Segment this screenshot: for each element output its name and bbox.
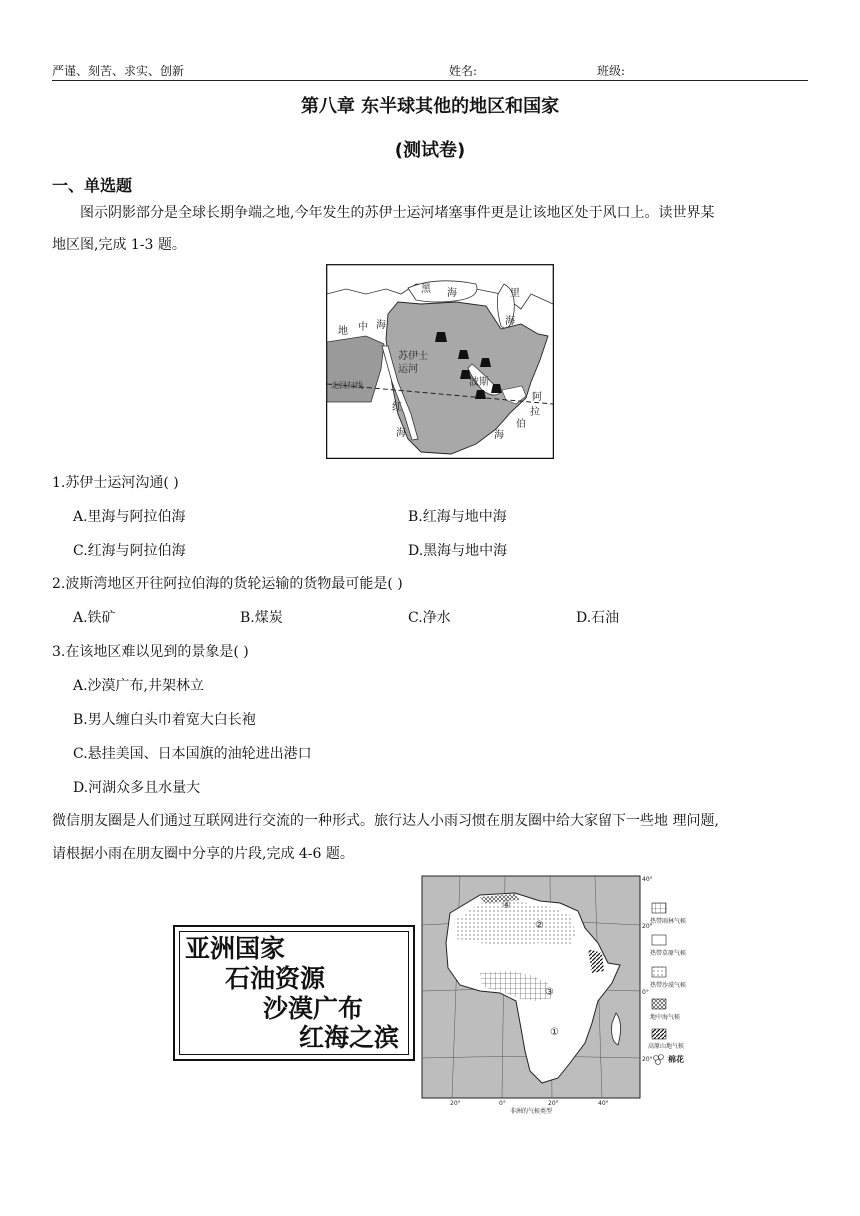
cotton-icon — [654, 1055, 664, 1065]
question-1-stem: 1.苏伊士运河沟通( ) — [52, 475, 179, 491]
question-1-option-d[interactable]: D.黑海与地中海 — [408, 543, 508, 559]
legend-rainforest: 热带雨林气候 — [650, 918, 687, 925]
question-2-option-a[interactable]: A.铁矿 — [73, 610, 116, 626]
card-line-1: 亚洲国家 — [185, 934, 286, 963]
label-tropic: 北回归线 — [331, 381, 363, 390]
moments-card — [173, 925, 415, 1061]
label-suez-2: 运河 — [398, 364, 418, 375]
lon-label-0: 0° — [499, 1100, 506, 1107]
header-name-label: 姓名: — [449, 64, 478, 78]
intro-paragraph-1a: 图示阴影部分是全球长期争端之地,今年发生的苏伊士运河堵塞事件更是让该地区处于风口上。读世界某 — [80, 205, 715, 221]
card-line-4: 红海之滨 — [299, 1023, 400, 1052]
question-2-option-b[interactable]: B.煤炭 — [240, 610, 283, 626]
lat-label-20n: 20° — [642, 923, 653, 930]
question-2-option-c[interactable]: C.净水 — [408, 610, 451, 626]
legend-desert: 热带沙漠气候 — [650, 982, 687, 989]
question-1-option-c[interactable]: C.红海与阿拉伯海 — [73, 543, 186, 559]
zone-1-label: ① — [550, 1027, 559, 1038]
label-med-1: 地 — [338, 326, 348, 337]
header-class-label: 班级: — [597, 64, 626, 78]
page-title: 第八章 东半球其他的地区和国家 — [300, 96, 560, 117]
label-suez-1: 苏伊士 — [398, 351, 428, 362]
lon-label-20e: 20° — [548, 1100, 559, 1107]
question-3-option-a[interactable]: A.沙漠广布,井架林立 — [73, 678, 205, 694]
label-arabian-1: 阿 — [532, 392, 542, 403]
question-2-stem: 2.波斯湾地区开往阿拉伯海的货轮运输的货物最可能是( ) — [52, 576, 403, 592]
legend-highland: 高原山地气候 — [648, 1043, 685, 1050]
lat-label-20s: 20° — [642, 1056, 653, 1063]
header-motto: 严谨、刻苦、求实、创新 — [52, 64, 185, 78]
label-med-3: 海 — [376, 320, 386, 331]
lat-label-40: 40° — [642, 876, 653, 883]
question-2-option-d[interactable]: D.石油 — [576, 610, 620, 626]
africa-map-caption: 非洲的气候类型 — [510, 1108, 553, 1115]
label-red-sea-2: 海 — [396, 428, 406, 439]
question-1-option-b[interactable]: B.红海与地中海 — [408, 509, 507, 525]
question-3-option-b[interactable]: B.男人缠白头巾着宽大白长袍 — [73, 712, 256, 728]
label-arabian-4: 海 — [494, 430, 504, 441]
zone-3-label: ③ — [545, 987, 554, 998]
label-caspian-2: 海 — [505, 316, 515, 327]
intro-paragraph-1b: 地区图,完成 1-3 题。 — [52, 237, 186, 253]
legend-savanna: 热带草原气候 — [650, 950, 687, 957]
lon-label-40e: 40° — [598, 1100, 609, 1107]
middle-east-map — [326, 264, 554, 459]
label-caspian-1: 里 — [510, 288, 520, 299]
label-persian-gulf: 波斯 — [469, 377, 489, 388]
africa-climate-map — [420, 873, 706, 1115]
lon-label-20w: 20° — [450, 1100, 461, 1107]
card-line-3: 沙漠广布 — [263, 994, 364, 1023]
question-3-stem: 3.在该地区难以见到的景象是( ) — [52, 644, 249, 660]
section-heading-single-choice: 一、单选题 — [52, 176, 133, 195]
lat-label-0: 0° — [642, 989, 649, 996]
intro-paragraph-2a: 微信朋友圈是人们通过互联网进行交流的一种形式。旅行达人小雨习惯在朋友圈中给大家留下一些地 理问题, — [52, 813, 719, 829]
card-line-2: 石油资源 — [225, 964, 326, 993]
page-subtitle: (测试卷) — [394, 140, 466, 161]
africa-map-legend — [648, 903, 686, 1065]
question-3-option-d[interactable]: D.河湖众多且水量大 — [73, 780, 201, 796]
zone-2-label: ② — [535, 920, 544, 931]
label-arabian-3: 伯 — [516, 419, 526, 430]
legend-mediterranean: 地中海气候 — [650, 1014, 681, 1021]
label-red-sea-1: 红 — [392, 402, 402, 413]
header-rule — [52, 80, 808, 81]
label-black-sea-2: 海 — [447, 288, 457, 299]
question-1-option-a[interactable]: A.里海与阿拉伯海 — [73, 509, 186, 525]
label-arabian-2: 拉 — [530, 407, 540, 418]
zone-4-label: ④ — [502, 900, 511, 911]
legend-cotton: 棉花 — [668, 1055, 684, 1064]
intro-paragraph-2b: 请根据小雨在朋友圈中分享的片段,完成 4-6 题。 — [52, 846, 354, 862]
label-black-sea-1: 黑 — [421, 284, 431, 295]
question-3-option-c[interactable]: C.悬挂美国、日本国旗的油轮进出港口 — [73, 746, 312, 762]
label-med-2: 中 — [358, 322, 368, 333]
